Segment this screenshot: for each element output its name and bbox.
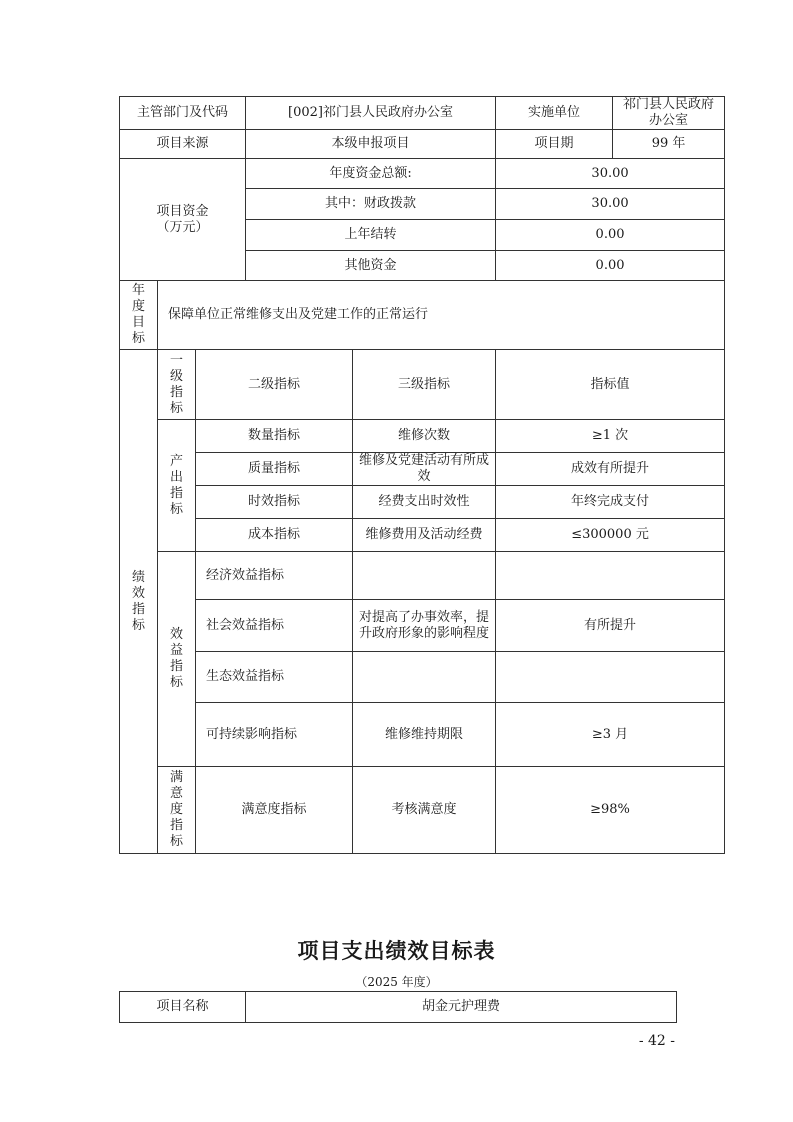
- value-header: 指标值: [496, 350, 725, 420]
- value-cell: ≥98%: [496, 767, 725, 854]
- value-cell: [496, 652, 725, 703]
- annual-goal-value: 保障单位正常维修支出及党建工作的正常运行: [158, 281, 725, 350]
- source-value: 本级申报项目: [246, 130, 496, 159]
- level2-cell: 社会效益指标: [196, 600, 353, 652]
- perf-indicator-label: 绩效指标: [120, 350, 158, 854]
- table-row: [120, 600, 725, 652]
- level2-cell: 质量指标: [196, 453, 353, 486]
- level3-cell: 维修次数: [353, 420, 496, 453]
- source-row: [120, 130, 725, 159]
- level3-cell: 维修维持期限: [353, 703, 496, 767]
- level3-cell: 维修及党建活动有所成效: [353, 453, 496, 486]
- section-year: （2025 年度）: [355, 975, 438, 989]
- fund-label: 其中：财政拨款: [246, 189, 496, 220]
- funds-label: [120, 159, 246, 281]
- impl-label: 实施单位: [496, 97, 613, 130]
- fund-label: 年度资金总额:: [246, 159, 496, 189]
- fund-value: 0.00: [496, 251, 725, 281]
- level3-header: 三级指标: [353, 350, 496, 420]
- level2-cell: 时效指标: [196, 486, 353, 519]
- level3-cell: [353, 652, 496, 703]
- project-name-label: 项目名称: [120, 992, 246, 1023]
- section-title: 项目支出绩效目标表: [297, 939, 496, 963]
- table-row: [120, 519, 725, 552]
- dept-value: [002]祁门县人民政府办公室: [246, 97, 496, 130]
- level3-cell: 对提高了办事效率，提升政府形象的影响程度: [353, 600, 496, 652]
- impl-value: 祁门县人民政府办公室: [613, 97, 725, 130]
- dept-row: [120, 97, 725, 130]
- table-row: [120, 703, 725, 767]
- value-cell: 有所提升: [496, 600, 725, 652]
- level2-cell: 生态效益指标: [196, 652, 353, 703]
- table-row: [120, 652, 725, 703]
- project-name-row: [120, 992, 677, 1023]
- period-label: 项目期: [496, 130, 613, 159]
- value-cell: [496, 552, 725, 600]
- fund-value: 0.00: [496, 220, 725, 251]
- funds-label-text: 项目资金（万元）: [156, 203, 209, 235]
- performance-target-table: [119, 96, 725, 854]
- value-cell: ≤300000 元: [496, 519, 725, 552]
- project-name-value: 胡金元护理费: [246, 992, 677, 1023]
- value-cell: ≥3 月: [496, 703, 725, 767]
- level2-cell: 经济效益指标: [196, 552, 353, 600]
- annual-goal-label: 年度目标: [120, 281, 158, 350]
- level2-header: 二级指标: [196, 350, 353, 420]
- annual-goal-row: [120, 281, 725, 350]
- level3-cell: [353, 552, 496, 600]
- value-cell: 成效有所提升: [496, 453, 725, 486]
- source-label: 项目来源: [120, 130, 246, 159]
- table-row: [120, 420, 725, 453]
- level3-cell: 维修费用及活动经费: [353, 519, 496, 552]
- table-row: [120, 486, 725, 519]
- value-cell: ≥1 次: [496, 420, 725, 453]
- output-indicator-label: 产出指标: [158, 420, 196, 552]
- fund-label: 上年结转: [246, 220, 496, 251]
- project-name-table: [119, 991, 677, 1023]
- table-row: [120, 552, 725, 600]
- level1-header: 一级指标: [158, 350, 196, 420]
- page-number: - 42 -: [638, 1033, 675, 1049]
- level3-cell: 经费支出时效性: [353, 486, 496, 519]
- level3-cell: 考核满意度: [353, 767, 496, 854]
- fund-value: 30.00: [496, 159, 725, 189]
- satisfaction-indicator-label: 满意度指标: [158, 767, 196, 854]
- value-cell: 年终完成支付: [496, 486, 725, 519]
- table-row: [120, 767, 725, 854]
- benefit-indicator-label: 效益指标: [158, 552, 196, 767]
- fund-value: 30.00: [496, 189, 725, 220]
- indicator-header-row: [120, 350, 725, 420]
- level2-cell: 可持续影响指标: [196, 703, 353, 767]
- level2-cell: 数量指标: [196, 420, 353, 453]
- level2-cell: 满意度指标: [196, 767, 353, 854]
- dept-label: 主管部门及代码: [120, 97, 246, 130]
- period-value: 99 年: [613, 130, 725, 159]
- table-row: [120, 453, 725, 486]
- fund-row: [120, 159, 725, 189]
- fund-label: 其他资金: [246, 251, 496, 281]
- level2-cell: 成本指标: [196, 519, 353, 552]
